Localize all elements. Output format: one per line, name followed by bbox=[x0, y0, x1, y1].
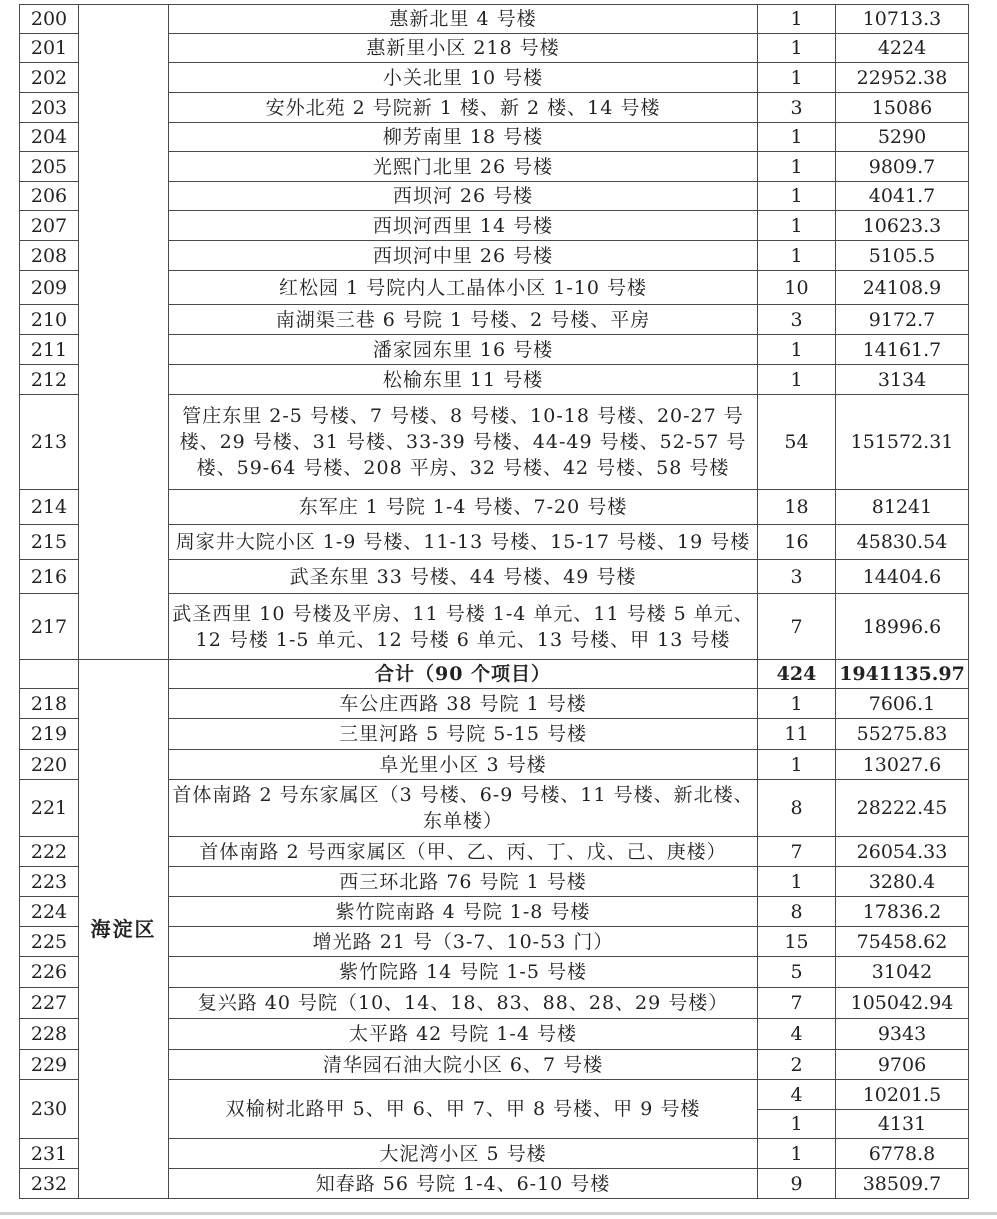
project-name: 阜光里小区 3 号楼 bbox=[169, 750, 758, 780]
floor-area: 3280.4 bbox=[836, 867, 969, 897]
building-count: 1 bbox=[758, 241, 836, 271]
floor-area: 10201.5 bbox=[836, 1080, 969, 1110]
district-cell: 海淀区 bbox=[79, 660, 169, 1199]
project-name: 安外北苑 2 号院新 1 楼、新 2 楼、14 号楼 bbox=[169, 93, 758, 123]
project-name: 首体南路 2 号东家属区（3 号楼、6-9 号楼、11 号楼、新北楼、东单楼） bbox=[169, 780, 758, 837]
floor-area: 5290 bbox=[836, 123, 969, 152]
project-name: 西坝河 26 号楼 bbox=[169, 182, 758, 211]
floor-area: 4131 bbox=[836, 1110, 969, 1139]
row-number: 228 bbox=[20, 1019, 79, 1050]
building-count: 1 bbox=[758, 34, 836, 63]
row-number: 226 bbox=[20, 957, 79, 988]
project-name: 武圣西里 10 号楼及平房、11 号楼 1-4 单元、11 号楼 5 单元、12 号楼 1-5 单元、12 号楼 6 单元、13 号楼、甲 13 号楼 bbox=[169, 594, 758, 660]
project-name: 松榆东里 11 号楼 bbox=[169, 365, 758, 395]
project-name: 大泥湾小区 5 号楼 bbox=[169, 1139, 758, 1169]
floor-area: 75458.62 bbox=[836, 927, 969, 957]
floor-area: 55275.83 bbox=[836, 719, 969, 750]
project-name: 增光路 21 号（3-7、10-53 门） bbox=[169, 927, 758, 957]
building-count: 1 bbox=[758, 867, 836, 897]
total-row bbox=[20, 660, 969, 689]
row-number: 215 bbox=[20, 525, 79, 560]
floor-area: 22952.38 bbox=[836, 63, 969, 93]
floor-area: 18996.6 bbox=[836, 594, 969, 660]
floor-area: 17836.2 bbox=[836, 897, 969, 927]
row-number: 200 bbox=[20, 5, 79, 34]
project-name: 西坝河中里 26 号楼 bbox=[169, 241, 758, 271]
project-name: 紫竹院路 14 号院 1-5 号楼 bbox=[169, 957, 758, 988]
row-number: 230 bbox=[20, 1080, 79, 1139]
row-number-empty bbox=[20, 660, 79, 689]
project-name: 柳芳南里 18 号楼 bbox=[169, 123, 758, 152]
building-count: 5 bbox=[758, 957, 836, 988]
building-count: 11 bbox=[758, 719, 836, 750]
building-count: 10 bbox=[758, 271, 836, 305]
building-count: 1 bbox=[758, 1110, 836, 1139]
floor-area: 105042.94 bbox=[836, 988, 969, 1019]
row-number: 210 bbox=[20, 305, 79, 335]
row-number: 209 bbox=[20, 271, 79, 305]
project-name: 三里河路 5 号院 5-15 号楼 bbox=[169, 719, 758, 750]
project-name: 车公庄西路 38 号院 1 号楼 bbox=[169, 689, 758, 719]
row-number: 203 bbox=[20, 93, 79, 123]
table-body-upper bbox=[20, 5, 969, 1199]
building-count: 7 bbox=[758, 837, 836, 867]
housing-project-table bbox=[19, 4, 969, 1199]
row-number: 222 bbox=[20, 837, 79, 867]
building-count: 1 bbox=[758, 750, 836, 780]
building-count: 1 bbox=[758, 1139, 836, 1169]
row-number: 207 bbox=[20, 211, 79, 241]
building-count: 3 bbox=[758, 93, 836, 123]
row-number: 202 bbox=[20, 63, 79, 93]
total-count: 424 bbox=[758, 660, 836, 689]
row-number: 216 bbox=[20, 560, 79, 594]
building-count: 3 bbox=[758, 305, 836, 335]
building-count: 1 bbox=[758, 365, 836, 395]
building-count: 16 bbox=[758, 525, 836, 560]
floor-area: 31042 bbox=[836, 957, 969, 988]
table-row bbox=[20, 5, 969, 34]
row-number: 201 bbox=[20, 34, 79, 63]
row-number: 208 bbox=[20, 241, 79, 271]
project-name: 周家井大院小区 1-9 号楼、11-13 号楼、15-17 号楼、19 号楼 bbox=[169, 525, 758, 560]
building-count: 8 bbox=[758, 897, 836, 927]
project-name: 西三环北路 76 号院 1 号楼 bbox=[169, 867, 758, 897]
project-name: 惠新北里 4 号楼 bbox=[169, 5, 758, 34]
project-name: 清华园石油大院小区 6、7 号楼 bbox=[169, 1050, 758, 1080]
floor-area: 151572.31 bbox=[836, 395, 969, 490]
floor-area: 10713.3 bbox=[836, 5, 969, 34]
row-number: 205 bbox=[20, 152, 79, 182]
project-name: 光熙门北里 26 号楼 bbox=[169, 152, 758, 182]
total-label: 合计（90 个项目） bbox=[169, 660, 758, 689]
project-name: 小关北里 10 号楼 bbox=[169, 63, 758, 93]
row-number: 223 bbox=[20, 867, 79, 897]
building-count: 1 bbox=[758, 5, 836, 34]
building-count: 7 bbox=[758, 594, 836, 660]
building-count: 2 bbox=[758, 1050, 836, 1080]
building-count: 1 bbox=[758, 689, 836, 719]
floor-area: 45830.54 bbox=[836, 525, 969, 560]
building-count: 4 bbox=[758, 1080, 836, 1110]
row-number: 214 bbox=[20, 490, 79, 525]
floor-area: 9809.7 bbox=[836, 152, 969, 182]
district-cell bbox=[79, 5, 169, 660]
building-count: 1 bbox=[758, 63, 836, 93]
building-count: 8 bbox=[758, 780, 836, 837]
project-name: 东军庄 1 号院 1-4 号楼、7-20 号楼 bbox=[169, 490, 758, 525]
floor-area: 4224 bbox=[836, 34, 969, 63]
floor-area: 38509.7 bbox=[836, 1169, 969, 1199]
row-number: 213 bbox=[20, 395, 79, 490]
row-number: 212 bbox=[20, 365, 79, 395]
building-count: 15 bbox=[758, 927, 836, 957]
project-name: 红松园 1 号院内人工晶体小区 1-10 号楼 bbox=[169, 271, 758, 305]
row-number: 218 bbox=[20, 689, 79, 719]
floor-area: 81241 bbox=[836, 490, 969, 525]
floor-area: 9172.7 bbox=[836, 305, 969, 335]
row-number: 229 bbox=[20, 1050, 79, 1080]
floor-area: 9343 bbox=[836, 1019, 969, 1050]
project-name: 管庄东里 2-5 号楼、7 号楼、8 号楼、10-18 号楼、20-27 号楼、29 号楼、31 号楼、33-39 号楼、44-49 号楼、52-57 号楼、59-64 号楼、208 平房、32 号楼、42 号楼、58 号楼 bbox=[169, 395, 758, 490]
row-number: 220 bbox=[20, 750, 79, 780]
floor-area: 13027.6 bbox=[836, 750, 969, 780]
building-count: 3 bbox=[758, 560, 836, 594]
project-name: 潘家园东里 16 号楼 bbox=[169, 335, 758, 365]
row-number: 206 bbox=[20, 182, 79, 211]
project-name: 南湖渠三巷 6 号院 1 号楼、2 号楼、平房 bbox=[169, 305, 758, 335]
building-count: 54 bbox=[758, 395, 836, 490]
total-area: 1941135.97 bbox=[836, 660, 969, 689]
project-name: 西坝河西里 14 号楼 bbox=[169, 211, 758, 241]
project-name: 武圣东里 33 号楼、44 号楼、49 号楼 bbox=[169, 560, 758, 594]
floor-area: 10623.3 bbox=[836, 211, 969, 241]
row-number: 204 bbox=[20, 123, 79, 152]
floor-area: 3134 bbox=[836, 365, 969, 395]
row-number: 227 bbox=[20, 988, 79, 1019]
row-number: 225 bbox=[20, 927, 79, 957]
project-name: 知春路 56 号院 1-4、6-10 号楼 bbox=[169, 1169, 758, 1199]
floor-area: 7606.1 bbox=[836, 689, 969, 719]
floor-area: 14404.6 bbox=[836, 560, 969, 594]
building-count: 7 bbox=[758, 988, 836, 1019]
project-name: 惠新里小区 218 号楼 bbox=[169, 34, 758, 63]
project-name: 双榆树北路甲 5、甲 6、甲 7、甲 8 号楼、甲 9 号楼 bbox=[169, 1080, 758, 1139]
floor-area: 28222.45 bbox=[836, 780, 969, 837]
building-count: 18 bbox=[758, 490, 836, 525]
floor-area: 4041.7 bbox=[836, 182, 969, 211]
row-number: 232 bbox=[20, 1169, 79, 1199]
row-number: 211 bbox=[20, 335, 79, 365]
floor-area: 5105.5 bbox=[836, 241, 969, 271]
row-number: 231 bbox=[20, 1139, 79, 1169]
floor-area: 9706 bbox=[836, 1050, 969, 1080]
row-number: 221 bbox=[20, 780, 79, 837]
building-count: 1 bbox=[758, 335, 836, 365]
floor-area: 6778.8 bbox=[836, 1139, 969, 1169]
floor-area: 14161.7 bbox=[836, 335, 969, 365]
building-count: 1 bbox=[758, 123, 836, 152]
building-count: 4 bbox=[758, 1019, 836, 1050]
building-count: 9 bbox=[758, 1169, 836, 1199]
row-number: 217 bbox=[20, 594, 79, 660]
building-count: 1 bbox=[758, 211, 836, 241]
row-number: 224 bbox=[20, 897, 79, 927]
project-name: 复兴路 40 号院（10、14、18、83、88、28、29 号楼） bbox=[169, 988, 758, 1019]
building-count: 1 bbox=[758, 152, 836, 182]
project-name: 紫竹院南路 4 号院 1-8 号楼 bbox=[169, 897, 758, 927]
building-count: 1 bbox=[758, 182, 836, 211]
project-name: 首体南路 2 号西家属区（甲、乙、丙、丁、戊、己、庚楼） bbox=[169, 837, 758, 867]
row-number: 219 bbox=[20, 719, 79, 750]
floor-area: 26054.33 bbox=[836, 837, 969, 867]
project-name: 太平路 42 号院 1-4 号楼 bbox=[169, 1019, 758, 1050]
page-bottom-rule bbox=[0, 1212, 997, 1215]
floor-area: 15086 bbox=[836, 93, 969, 123]
floor-area: 24108.9 bbox=[836, 271, 969, 305]
